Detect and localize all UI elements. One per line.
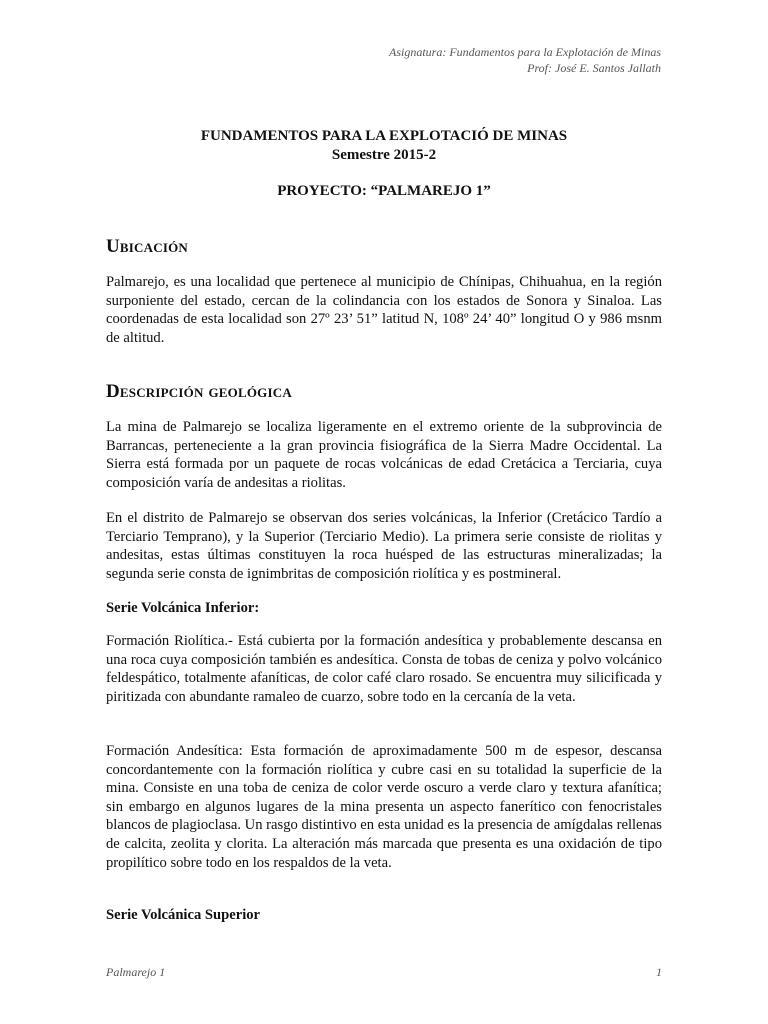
paragraph-ubicacion [106,273,662,347]
paragraph-text: Palmarejo, es una localidad que pertenece al municipio de Chínipas, Chihuahua, en la región surponiente del estado, cercan de la colindancia con los estados de Sonora y Sinaloa. Las coordenadas de esta localidad son 27º 23’ 51” latitud N, 108º 24’ 40” longitud O y 986 msnm de altitud. [106,274,662,346]
paragraph-text: La mina de Palmarejo se localiza ligeramente en el extremo oriente de la subprovincia de Barrancas, perteneciente a la gran provincia fisiográfica de la Sierra Madre Occidental. La Sierra está formada por un paquete de rocas volcánicas de edad Cretácica a Terciaria, cuya composición varía de andesitas a riolitas. [106,419,662,491]
page-header [389,44,661,76]
document-semester: Semestre 2015-2 [331,147,437,163]
document-title: FUNDAMENTOS PARA LA EXPLOTACIÓ DE MINAS [200,128,568,144]
subheading-serie-inferior: Serie Volcánica Inferior: [106,600,260,616]
project-title: PROYECTO: “PALMAREJO 1” [277,183,491,199]
section-heading-descripcion: Descripción geológica [106,381,292,402]
paragraph-text: Formación Andesítica: Esta formación de aproximadamente 500 m de espesor, descansa concordantemente con la formación riolítica y cubre casi en su totalidad la superficie de la mina. Consiste en una toba de ceniza de color verde oscuro a verde claro y textura afanítica; sin embargo en algunos lugares de la mina presenta un aspecto fanerítico con fenocristales blancos de plagioclasa. Un rasgo distintivo en esta unidad es la presencia de amígdalas rellenas de calcita, zeolita y clorita. La alteración más marcada que presenta es una oxidación de tipo propilítico sobre todo en los respaldos de la veta. [106,743,662,871]
paragraph-text: Formación Riolítica.- Está cubierta por la formación andesítica y probablemente descansa en una roca cuya composición también es andesítica. Consta de tobas de ceniza y polvo volcánico feldespático, totalmente afaníticas, de color café claro rosado. Se encuentra muy silicificada y piritizada con abundante ramaleo de cuarzo, sobre todo en la cercanía de la veta. [106,633,662,705]
paragraph-descripcion-2 [106,509,662,583]
paragraph-text: En el distrito de Palmarejo se observan dos series volcánicas, la Inferior (Cretácico Tardío a Terciario Temprano), y la Superior (Terciario Medio). La primera serie consiste de riolitas y andesitas, estas últimas constituyen la roca huésped de las estructuras mineralizadas; la segunda serie consta de ignimbritas de composición riolítica y es postmineral. [106,510,662,582]
section-heading-ubicacion: Ubicación [106,236,188,257]
footer-document-name: Palmarejo 1 [106,965,166,979]
page-footer [106,964,662,980]
paragraph-descripcion-1 [106,418,662,492]
paragraph-formacion-andesitica [106,742,662,872]
paragraph-formacion-riolitica [106,632,662,706]
header-professor: Prof: José E. Santos Jallath [527,61,661,75]
header-course: Asignatura: Fundamentos para la Explotación de Minas [389,45,661,59]
page-number: 1 [656,965,662,979]
subheading-serie-superior: Serie Volcánica Superior [106,907,261,923]
